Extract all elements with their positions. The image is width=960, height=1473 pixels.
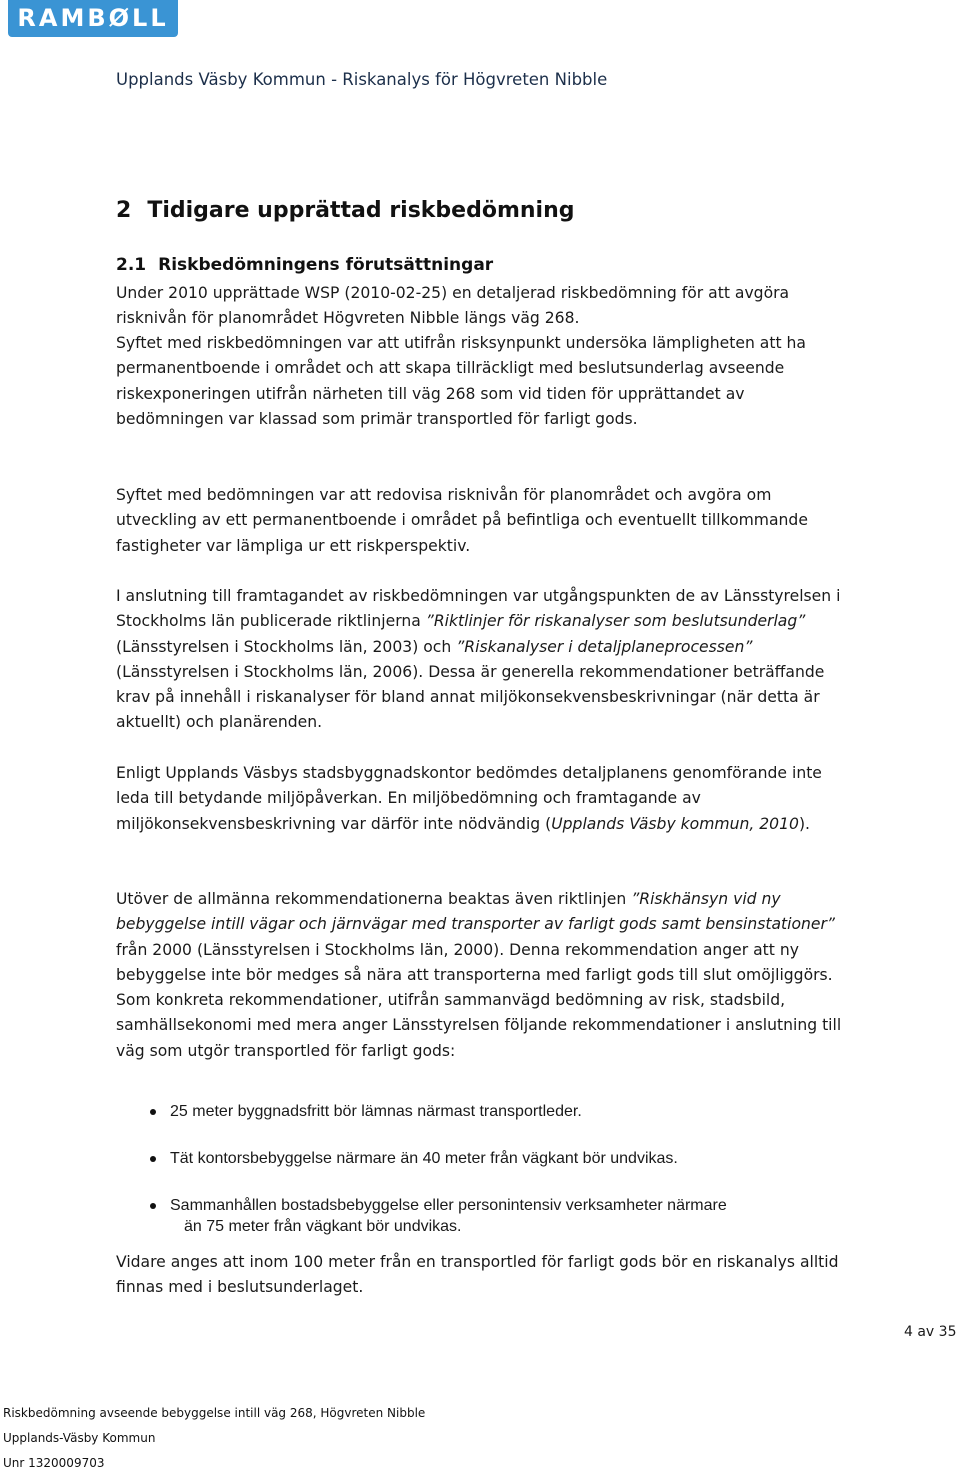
footer-client: Upplands-Väsby Kommun [3, 1431, 156, 1445]
paragraph-text: (Länsstyrelsen i Stockholms län, 2006). Dessa är generella rekommendationer beträffande krav på innehåll i riskanalyser för bland annat miljökonsekvensbeskrivningar (när detta är aktuellt) och planärenden. [116, 662, 825, 732]
section-heading [116, 198, 575, 223]
list-item [150, 1148, 870, 1169]
paragraph-recommendations [116, 887, 856, 1064]
paragraph-text: Enligt Upplands Väsbys stadsbyggnadskontor bedömdes detaljplanens genomförande inte leda till betydande miljöpåverkan. En miljöbedömning och framtagande av miljökonsekvensbeskrivning var därför inte nödvändig ( [116, 764, 822, 833]
recommendation-list [150, 1101, 870, 1237]
bullet-icon [150, 1156, 156, 1162]
paragraph-purpose-risk: Syftet med riskbedömningen var att utifrån risksynpunkt undersöka lämpligheten att ha permanentboende i området och att skapa tillräckligt med beslutsunderlag avseende riskexponeringen utifrån närheten till väg 268 som vid tiden för upprättandet av bedömningen var klassad som primär transportled för farligt gods. [116, 334, 806, 428]
paragraph-text: Utöver de allmänna rekommendationerna beaktas även riktlinjen [116, 890, 632, 908]
paragraph-text: från 2000 (Länsstyrelsen i Stockholms län, 2000). Denna rekommendation anger att ny bebyggelse inte bör medges så nära att transporterna med farligt gods till slut omöjliggörs. Som konkreta rekommendationer, utifrån sammanvägd bedömning av risk, stadsbild, samhällsekonomi med mera anger Länsstyrelsen följande rekommendationer i anslutning till väg som utgör transportled för farligt gods: [116, 940, 842, 1060]
list-item-text: Sammanhållen bostadsbebyggelse eller personintensiv verksamheter närmare [170, 1197, 727, 1214]
reference-citation: Upplands Väsby kommun, 2010 [551, 814, 799, 833]
list-item [150, 1195, 870, 1237]
paragraph-intro: Under 2010 upprättade WSP (2010-02-25) en detaljerad riskbedömning för att avgöra risknivån för planområdet Högvreten Nibble längs väg 268. [116, 284, 790, 328]
bullet-icon [150, 1109, 156, 1115]
paragraph-environment [116, 761, 856, 837]
document-header-title: Upplands Väsby Kommun - Riskanalys för Högvreten Nibble [116, 70, 608, 89]
footer-project-number: Unr 1320009703 [3, 1456, 105, 1470]
subsection-number: 2.1 [116, 255, 147, 275]
paragraph-guidelines [116, 584, 856, 736]
paragraph-text: ). [798, 814, 810, 833]
ramboll-logo: RAMBØLL [8, 0, 178, 37]
paragraph-conclusion: Vidare anges att inom 100 meter från en transportled för farligt gods bör en riskanalys alltid finnas med i beslutsunderlaget. [116, 1253, 839, 1297]
guideline-title: ”Riktlinjer för riskanalyser som beslutsunderlag” [425, 612, 806, 631]
paragraph-text: (Länsstyrelsen i Stockholms län, 2003) och [116, 637, 457, 656]
footer-document-title: Riskbedömning avseende bebyggelse intill väg 268, Högvreten Nibble [3, 1406, 426, 1420]
subsection-title: Riskbedömningens förutsättningar [158, 255, 494, 275]
list-item-text-continued: än 75 meter från vägkant bör undvikas. [184, 1218, 462, 1235]
paragraph-purpose-assessment: Syftet med bedömningen var att redovisa risknivån för planområdet och avgöra om utveckling av ett permanentboende i området på befintliga och eventuellt tillkommande fastigheter var lämpliga ur ett riskperspektiv. [116, 486, 808, 555]
paragraph-text: I anslutning till framtagandet av riskbedömningen var utgångspunkten de av Länsstyrelsen i Stockholms län publicerade riktlinjerna [116, 587, 841, 631]
list-item [150, 1101, 870, 1122]
list-item-text: 25 meter byggnadsfritt bör lämnas närmast transportleder. [170, 1103, 582, 1120]
subsection-heading [116, 255, 493, 275]
section-number: 2 [116, 198, 132, 223]
bullet-icon [150, 1203, 156, 1209]
guideline-title: ”Riskhänsyn vid ny bebyggelse intill vägar och järnvägar med transporter av farligt gods samt bensinstationer” [116, 890, 835, 934]
section-title: Tidigare upprättad riskbedömning [147, 198, 575, 223]
page-number: 4 av 35 [904, 1324, 957, 1340]
guideline-title: ”Riskanalyser i detaljplaneprocessen” [456, 637, 753, 656]
list-item-text: Tät kontorsbebyggelse närmare än 40 meter från vägkant bör undvikas. [170, 1150, 678, 1167]
